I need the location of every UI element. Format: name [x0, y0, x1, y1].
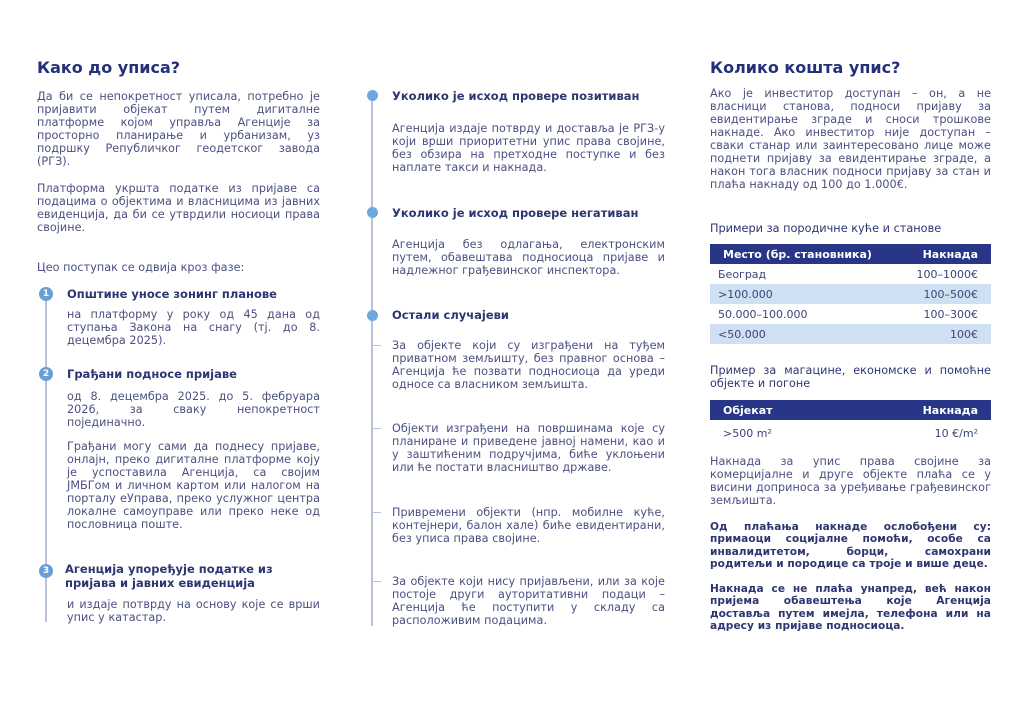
- table-cell-place: <50.000: [710, 324, 901, 344]
- intro-paragraph-2: Платформа укршта податке из пријаве са подацима о објектима и власницима из јавних евиденција, да би се утврдили носиоци права својине.: [37, 182, 320, 234]
- intro-paragraph-1: Да би се непокретност уписала, потребно је пријавити објекат путем дигиталне платформе којом управља Агенције за просторно планирање и урбанизам, уз подршку Републичког геодетског завода (РГЗ).: [37, 90, 320, 168]
- other-case-3-text: Привремени објекти (нпр. мобилне куће, контејнери, балон хале) биће евидентирани, без уписа права својине.: [392, 506, 665, 545]
- heading-how-to-register: Како до уписа?: [37, 58, 181, 77]
- other-cases-title: Остали случајеви: [392, 308, 509, 322]
- step-3-text: и издаје потврду на основу које се врши упис у катастар.: [67, 598, 320, 624]
- family-homes-fee-table: [710, 244, 991, 344]
- table-row: [710, 324, 991, 344]
- table2-caption: Пример за магацине, економске и помоћне објекте и погоне: [710, 364, 991, 390]
- step-2-text-2: Грађани могу сами да поднесу пријаве, онлајн, преко дигиталне платформе коју је успоставила Агенција, са својим ЈМБГом и личном картом или налогом на порталу еУправа, преко услужног центра локалне самоуправе или преко неке од пословница поште.: [67, 440, 320, 531]
- table-cell-place: 50.000–100.000: [718, 307, 808, 321]
- table-header-fee: Накнада: [901, 244, 991, 264]
- table-row: [710, 264, 991, 284]
- tick-mark: [372, 512, 381, 513]
- step-1-text: на платформу у року од 45 дана од ступања Закона на снагу (тј. до 8. децембра 2025).: [67, 308, 320, 347]
- table-cell-fee: 100€: [901, 324, 991, 344]
- table-row: [710, 420, 991, 446]
- table-cell-fee: 100–300€: [923, 307, 978, 321]
- table-cell-fee: 100–500€: [901, 284, 991, 304]
- other-case-1-text: За објекте који су изграђени на туђем приватном земљишту, без правног основа – Агенција ће позвати подносиоца да уреди односе са власником земљишта.: [392, 339, 665, 391]
- step-1-title: Општине уносе зонинг планове: [67, 287, 277, 301]
- table-header-object: Објекат: [710, 400, 845, 420]
- negative-outcome-text: Агенција без одлагања, електронским путем, обавештава подносиоца пријаве и надлежног грађевинског инспектора.: [392, 238, 665, 277]
- cost-intro: Ако је инвеститор доступан – он, а не власници станова, подноси пријаву за евидентирање зграде и сноси трошкове накнаде. Ако инвеститор није доступан – сваки станар или заинтересовано лице може поднети пријаву за евидентирање зграде, а након тога власник подноси пријаву за стан и плаћа накнаду од 100 до 1.000€.: [710, 87, 991, 191]
- payment-note: Накнада се не плаћа унапред, већ након пријема обавештења које Агенција доставља путем имејла, телефона или на адресу из пријаве подносиоца.: [710, 583, 991, 632]
- step-2-title: Грађани подносе пријаве: [67, 367, 237, 381]
- positive-outcome-text: Агенција издаје потврду и доставља је РГЗ-у који врши приоритетни упис права својине, без обзира на претходне поступке и без наплате такси и накнада.: [392, 122, 665, 174]
- step-1-number-icon: 1: [39, 287, 53, 301]
- table-row: [710, 304, 991, 324]
- table-row: [710, 284, 991, 304]
- commercial-note: Накнада за упис права својине за комерцијалне и друге објекте плаћа се у висини доприноса за уређивање грађевинског земљишта.: [710, 455, 991, 507]
- table1-caption: Примери за породичне куће и станове: [710, 222, 942, 235]
- tick-mark: [372, 345, 381, 346]
- timeline-line: [371, 96, 373, 626]
- table-header-fee: Накнада: [845, 400, 991, 420]
- exemption-note: Од плаћања накнаде ослобођени су: примаоци социјалне помоћи, особе са инвалидитетом, борци, самохрани родитељи и породице са троје и више деце.: [710, 521, 991, 570]
- negative-outcome-title: Уколико је исход провере негативан: [392, 206, 639, 220]
- other-case-4-text: За објекте који нису пријављени, или за које постоје други ауторитативни подаци – Агенција ће поступити у складу са расположивим подацима.: [392, 575, 665, 627]
- step-3-title: Агенција упоређује податке из пријава и јавних евиденција: [65, 562, 273, 590]
- bullet-dot-icon: [367, 207, 378, 218]
- bullet-dot-icon: [367, 310, 378, 321]
- tick-mark: [372, 428, 381, 429]
- step-3-number-icon: 3: [39, 564, 53, 578]
- table-cell-fee: 100–1000€: [916, 267, 978, 281]
- table-cell-fee: 10 €/m²: [934, 426, 978, 440]
- other-case-2-text: Објекти изграђени на површинама које су планиране и приведене јавној намени, као и у заштићеним подручјима, биће уклоњени или ће постати власништво државе.: [392, 422, 665, 474]
- table-cell-place: >100.000: [710, 284, 901, 304]
- positive-outcome-title: Уколико је исход провере позитиван: [392, 89, 640, 103]
- step-2-text-1: од 8. децембра 2025. до 5. фебруара 2026, за сваку непокретност појединачно.: [67, 390, 320, 429]
- commercial-fee-table: [710, 400, 991, 446]
- table-cell-place: Београд: [718, 267, 767, 281]
- table-header-place: Место (бр. становника): [710, 244, 901, 264]
- tick-mark: [372, 581, 381, 582]
- step-2-number-icon: 2: [39, 367, 53, 381]
- table-cell-object: >500 m²: [723, 426, 772, 440]
- heading-how-much: Колико кошта упис?: [710, 58, 901, 77]
- bullet-dot-icon: [367, 90, 378, 101]
- phases-label: Цео поступак се одвија кроз фазе:: [37, 261, 245, 274]
